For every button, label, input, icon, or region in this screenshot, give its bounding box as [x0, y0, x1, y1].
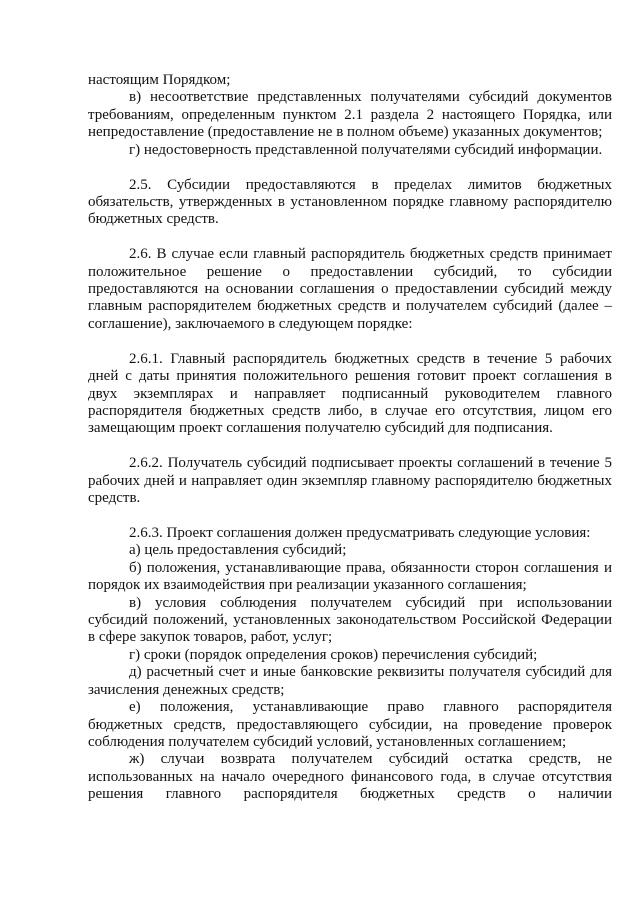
paragraph-text: настоящим Порядком;: [88, 72, 231, 88]
condition-d: д) расчетный счет и иные банковские реквизиты получателя субсидий для зачисления денежных средств;: [88, 664, 612, 698]
clause-2-6-3: 2.6.3. Проект соглашения должен предусматривать следующие условия:: [129, 525, 591, 542]
clause-2-6-1: 2.6.1. Главный распорядитель бюджетных средств в течение 5 рабочих дней с даты принятия положительного решения готовит проект соглашения в двух экземплярах и направляет подписанный руководителем главного распорядителя бюджетных средств либо, в случае его отсутствия, лицом его замещающим проект соглашения получателю субсидий для подписания.: [88, 350, 612, 437]
clause-2-5: 2.5. Субсидии предоставляются в пределах лимитов бюджетных обязательств, утвержденных в установленном порядке главному распорядителю бюджетных средств.: [88, 176, 612, 228]
condition-e: е) положения, устанавливающие право главного распорядителя бюджетных средств, предоставляющего субсидии, на проведение проверок соблюдения получателем субсидий условий, установленных соглашением;: [88, 699, 612, 750]
condition-a: а) цель предоставления субсидий;: [129, 542, 347, 559]
list-item-g: г) недостоверность представленной получателями субсидий информации.: [129, 141, 603, 158]
clause-2-6-2: 2.6.2. Получатель субсидий подписывает проекты соглашений в течение 5 рабочих дней и направляет один экземпляр главному распорядителю бюджетных средств.: [88, 455, 612, 507]
condition-zh: ж) случаи возврата получателем субсидий остатка средств, не использованных на начало очередного финансового года, в случае отсутствия решения главного распорядителя бюджетных средств о наличии: [88, 751, 612, 803]
condition-g: г) сроки (порядок определения сроков) перечисления субсидий;: [129, 646, 538, 663]
condition-b: б) положения, устанавливающие права, обязанности сторон соглашения и порядок их взаимодействия при реализации указанного соглашения;: [88, 559, 612, 594]
condition-v: в) условия соблюдения получателем субсидий при использовании субсидий положений, установленных законодательством Российской Федерации в сфере закупок товаров, работ, услуг;: [88, 594, 612, 646]
list-item-v: в) несоответствие представленных получателями субсидий документов требованиям, определенным пунктом 2.1 раздела 2 настоящего Порядка, или непредоставление (предоставление не в полном объеме) указанных документов;: [88, 89, 612, 141]
clause-2-6: 2.6. В случае если главный распорядитель бюджетных средств принимает положительное решение о предоставлении субсидий, то субсидии предоставляются на основании соглашения о предоставлении субсидий между главным распорядителем бюджетных средств и получателем субсидий (далее – соглашение), заключаемого в следующем порядке:: [88, 246, 612, 332]
document-page: [88, 72, 612, 804]
